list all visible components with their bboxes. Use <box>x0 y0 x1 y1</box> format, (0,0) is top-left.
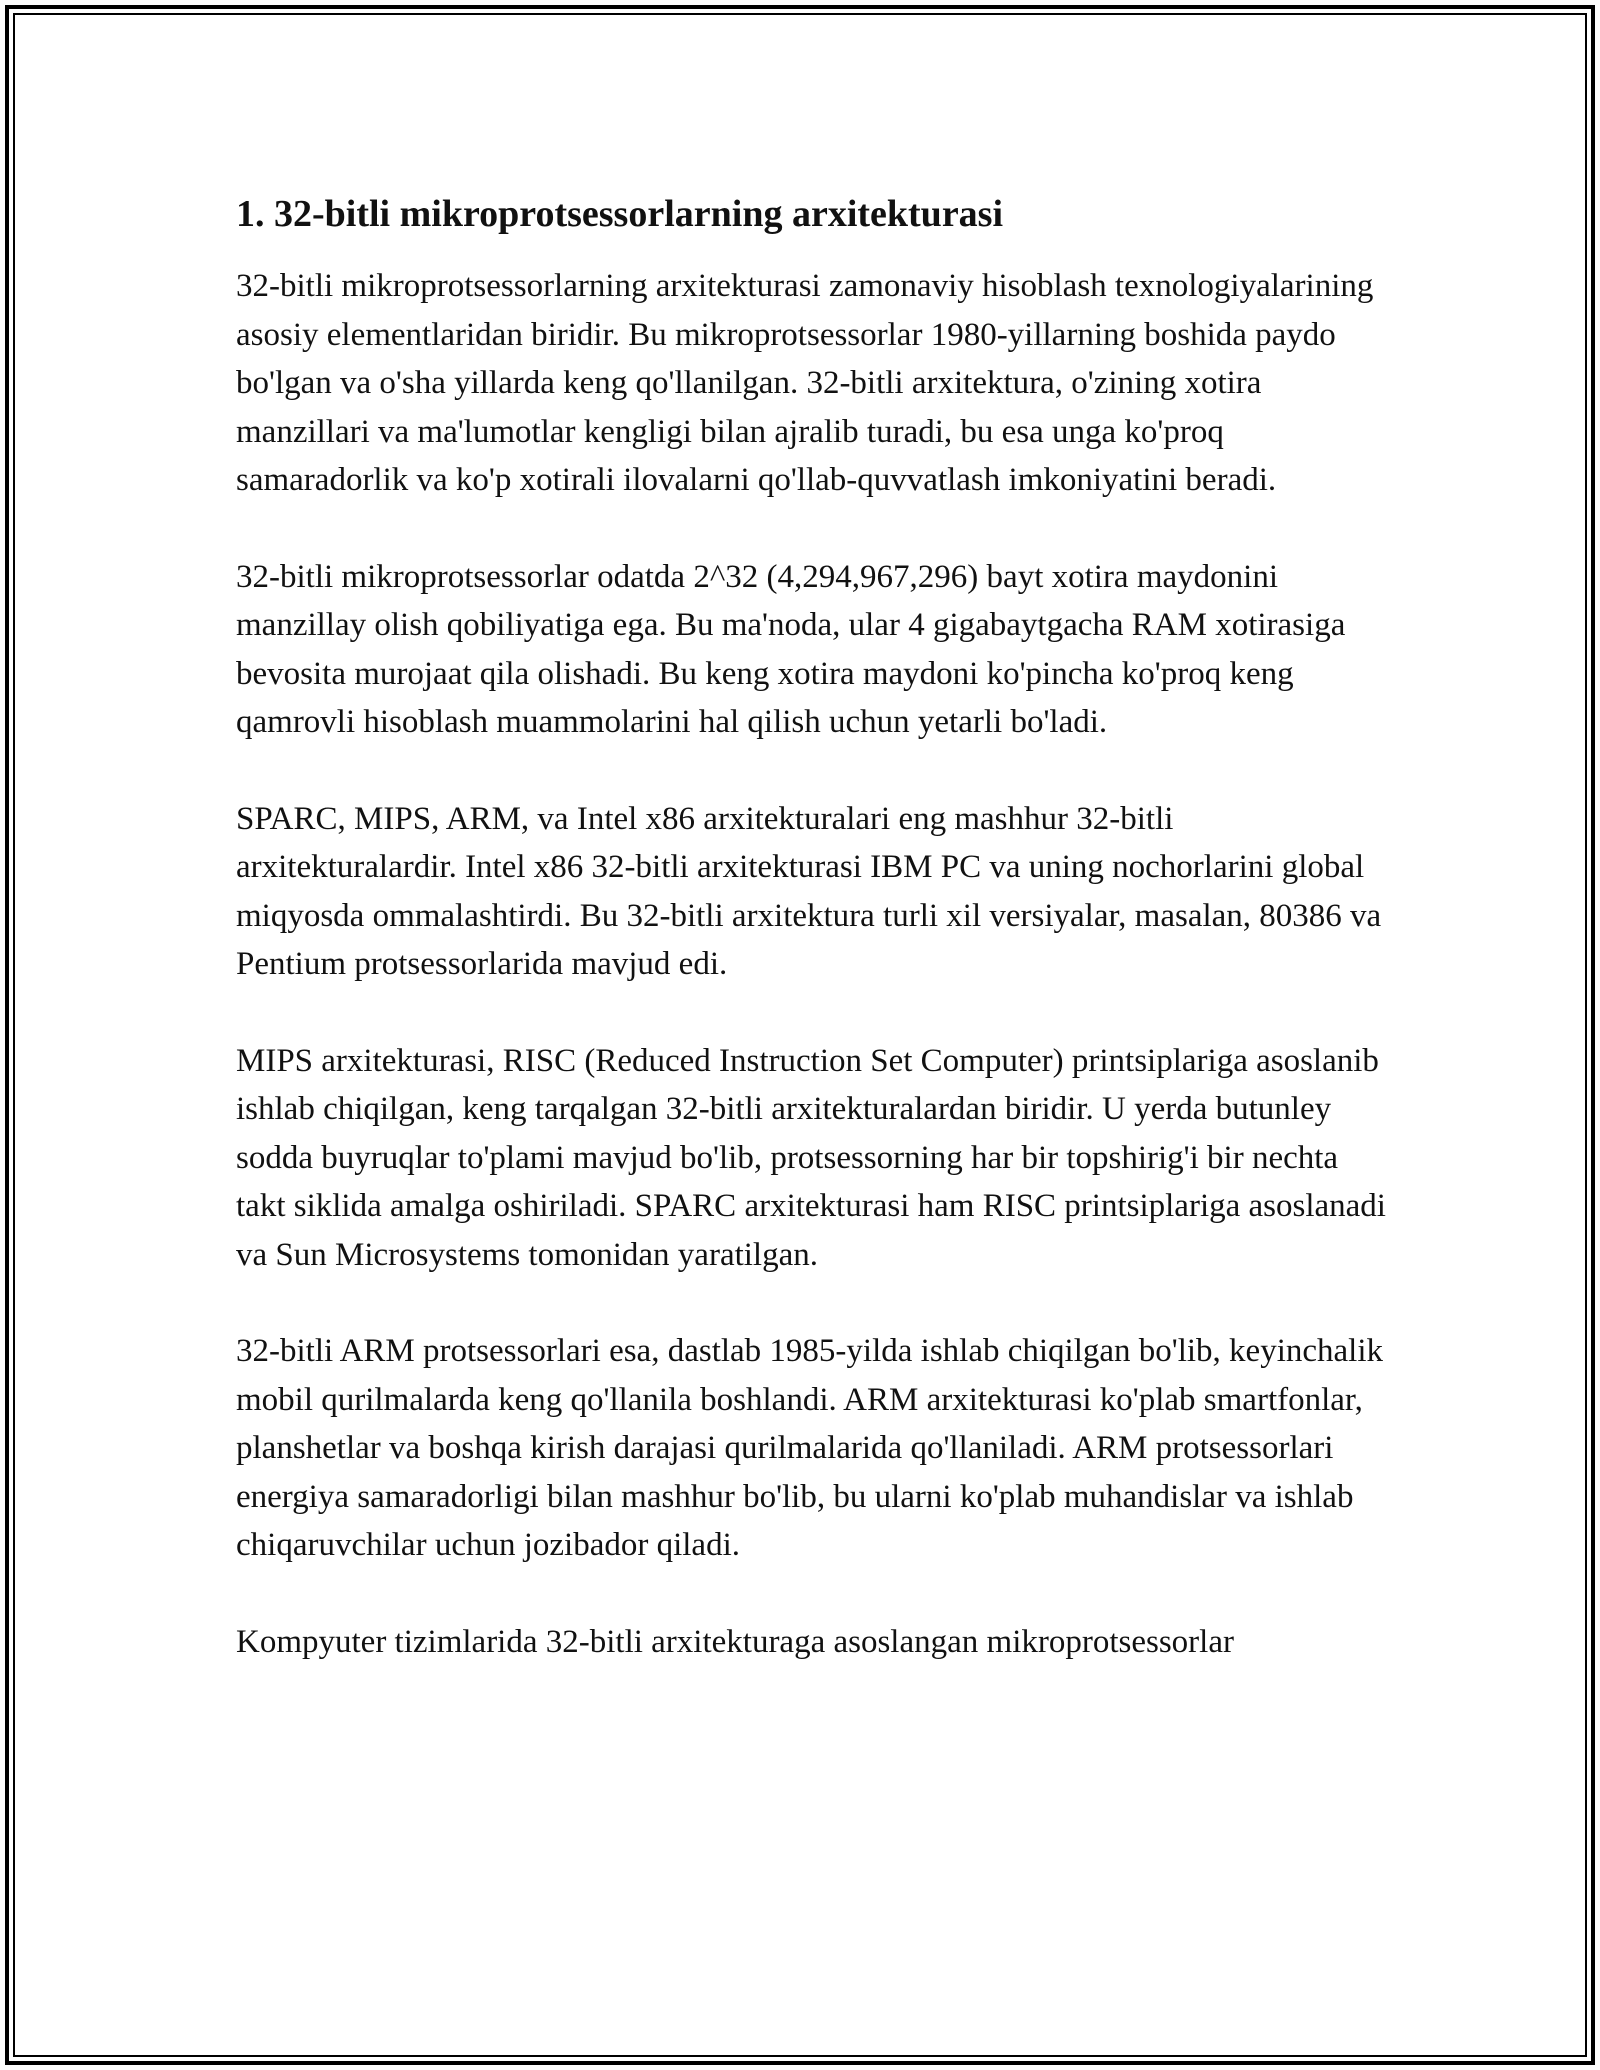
paragraph-5: 32-bitli ARM protsessorlari esa, dastlab 1985-yilda ishlab chiqilgan bo'lib, keyinchalik mobil qurilmalarda keng qo'llanila boshlandi. ARM arxitekturasi ko'plab smartfonlar, planshetlar va boshqa kirish darajasi qurilmalarida qo'llaniladi. ARM protsessorlari energiya samaradorligi bilan mashhur bo'lib, bu ularni ko'plab muhandislar va ishlab chiqaruvchilar uchun jozibador qiladi. <box>236 1333 1384 1563</box>
paragraph-3: SPARC, MIPS, ARM, va Intel x86 arxitekturalari eng mashhur 32-bitli arxitekturalardir. Intel x86 32-bitli arxitekturasi IBM PC va uning nochorlarini global miqyosda ommalashtirdi. Bu 32-bitli arxitektura turli xil versiyalar, masalan, 80386 va Pentium protsessorlarida mavjud edi. <box>236 800 1382 982</box>
document-title: 1. 32-bitli mikroprotsessorlarning arxitekturasi <box>236 193 1004 235</box>
document-body <box>236 186 1386 1714</box>
paragraph-2: 32-bitli mikroprotsessorlar odatda 2^32 (4,294,967,296) bayt xotira maydonini manzillay olish qobiliyatiga ega. Bu ma'noda, ular 4 gigabaytgacha RAM xotirasiga bevosita murojaat qila olishadi. Bu keng xotira maydoni ko'pincha ko'proq keng qamrovli hisoblash muammolarini hal qilish uchun yetarli bo'ladi. <box>236 558 1346 740</box>
paragraph-6: Kompyuter tizimlarida 32-bitli arxitekturaga asoslangan mikroprotsessorlar <box>236 1623 1234 1660</box>
paragraph-1: 32-bitli mikroprotsessorlarning arxitekturasi zamonaviy hisoblash texnologiyalarining asosiy elementlaridan biridir. Bu mikroprotsessorlar 1980-yillarning boshida paydo bo'lgan va o'sha yillarda keng qo'llanilgan. 32-bitli arxitektura, o'zining xotira manzillari va ma'lumotlar kengligi bilan ajralib turadi, bu esa unga ko'proq samaradorlik va ko'p xotirali ilovalarni qo'llab-quvvatlash imkoniyatini beradi. <box>236 268 1374 498</box>
paragraph-4: MIPS arxitekturasi, RISC (Reduced Instruction Set Computer) printsiplariga asoslanib ishlab chiqilgan, keng tarqalgan 32-bitli arxitekturalardan biridir. U yerda butunley sodda buyruqlar to'plami mavjud bo'lib, protsessorning har bir topshirig'i bir nechta takt siklida amalga oshiriladi. SPARC arxitekturasi ham RISC printsiplariga asoslanadi va Sun Microsystems tomonidan yaratilgan. <box>236 1042 1386 1273</box>
